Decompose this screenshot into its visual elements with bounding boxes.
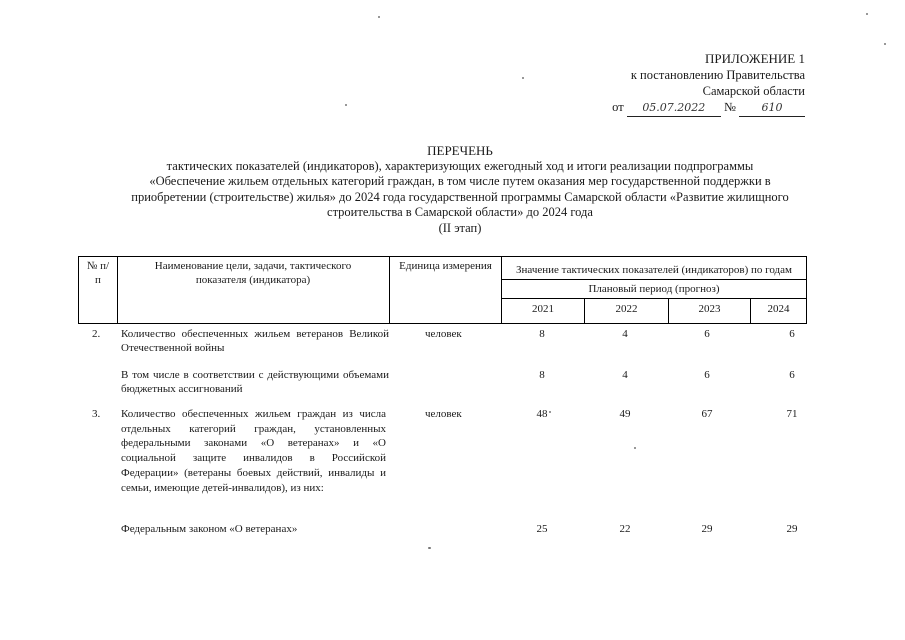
scan-speck xyxy=(866,13,868,15)
date-prefix: от xyxy=(612,100,624,114)
row-value-2023: 67 xyxy=(701,408,713,420)
row-name: Федеральным законом «О ветеранах» xyxy=(121,523,298,535)
appendix-line2: Самарской области xyxy=(702,84,805,98)
scan-speck xyxy=(634,447,636,449)
appendix-date-line xyxy=(612,99,805,117)
row-value-2023: 6 xyxy=(704,328,710,340)
appendix-block xyxy=(612,51,805,117)
row-value-2024: 71 xyxy=(786,408,798,420)
scan-speck xyxy=(428,547,431,549)
row-value-2022: 22 xyxy=(619,523,631,535)
document-heading xyxy=(90,143,830,236)
heading-line2: «Обеспечение жильем отдельных категорий граждан, в том числе путем оказания мер государственной поддержки в xyxy=(149,174,771,188)
row-value-2023: 6 xyxy=(704,369,710,381)
date-field xyxy=(627,99,721,117)
row-name: Количество обеспеченных жильем граждан из числа отдельных категорий граждан, установленных федеральными законами «О ветеранах» и «О социальной защите инвалидов в Российской Федерации» (ветераны боевых действий, инвалиды и семьи, имеющие детей-инвалидов), из них: xyxy=(121,408,386,494)
row-value-2024: 6 xyxy=(789,328,795,340)
row-value-2023: 29 xyxy=(701,523,713,535)
appendix-title: ПРИЛОЖЕНИЕ 1 xyxy=(705,51,805,66)
row-unit: человек xyxy=(425,408,462,420)
row-name: В том числе в соответствии с действующими объемами бюджетных ассигнований xyxy=(121,369,389,395)
row-number: 2. xyxy=(92,328,101,340)
header-unit: Единица измерения xyxy=(399,260,492,272)
scan-speck xyxy=(345,104,347,106)
row-value-2022: 49 xyxy=(619,408,631,420)
heading-line4: строительства в Самарской области» до 2024 года xyxy=(327,205,593,219)
scan-speck xyxy=(378,16,380,18)
row-value-2022: 4 xyxy=(622,328,628,340)
heading-line3: приобретении (строительстве) жилья» до 2024 года государственной программы Самарской области «Развитие жилищного xyxy=(131,189,789,204)
scan-speck xyxy=(522,77,524,79)
row-value-2024: 29 xyxy=(786,523,798,535)
row-name: Количество обеспеченных жильем ветеранов Великой Отечественной войны xyxy=(121,328,389,354)
number-field xyxy=(739,99,805,117)
header-year: 2024 xyxy=(767,303,790,315)
header-values: Значение тактических показателей (индикаторов) по годам xyxy=(516,264,792,276)
row-value-2021: 8 xyxy=(539,369,545,381)
row-value-2024: 6 xyxy=(789,369,795,381)
header-year: 2023 xyxy=(698,303,721,315)
row-value-2021: 48 xyxy=(536,408,548,420)
header-name: Наименование цели, задачи, тактического показателя (индикатора) xyxy=(154,260,352,286)
header-year: 2021 xyxy=(532,303,554,315)
header-number: № п/п xyxy=(86,260,110,286)
row-unit: человек xyxy=(425,328,462,340)
handwritten-date: 05.07.2022 xyxy=(642,101,706,114)
row-value-2022: 4 xyxy=(622,369,628,381)
heading-line1: тактических показателей (индикаторов), характеризующих ежегодный ход и итоги реализации подпрограммы xyxy=(166,158,754,173)
row-value-2021: 25 xyxy=(536,523,548,535)
header-planned-period: Плановый период (прогноз) xyxy=(588,283,720,295)
row-number: 3. xyxy=(92,408,101,420)
scan-speck xyxy=(884,43,886,45)
number-prefix: № xyxy=(723,100,736,114)
header-year: 2022 xyxy=(615,303,638,315)
row-value-2021: 8 xyxy=(539,328,545,340)
handwritten-number: 610 xyxy=(761,101,783,114)
appendix-line1: к постановлению Правительства xyxy=(630,68,805,82)
heading-stage: (II этап) xyxy=(438,220,482,235)
heading-title: ПЕРЕЧЕНЬ xyxy=(427,143,493,158)
